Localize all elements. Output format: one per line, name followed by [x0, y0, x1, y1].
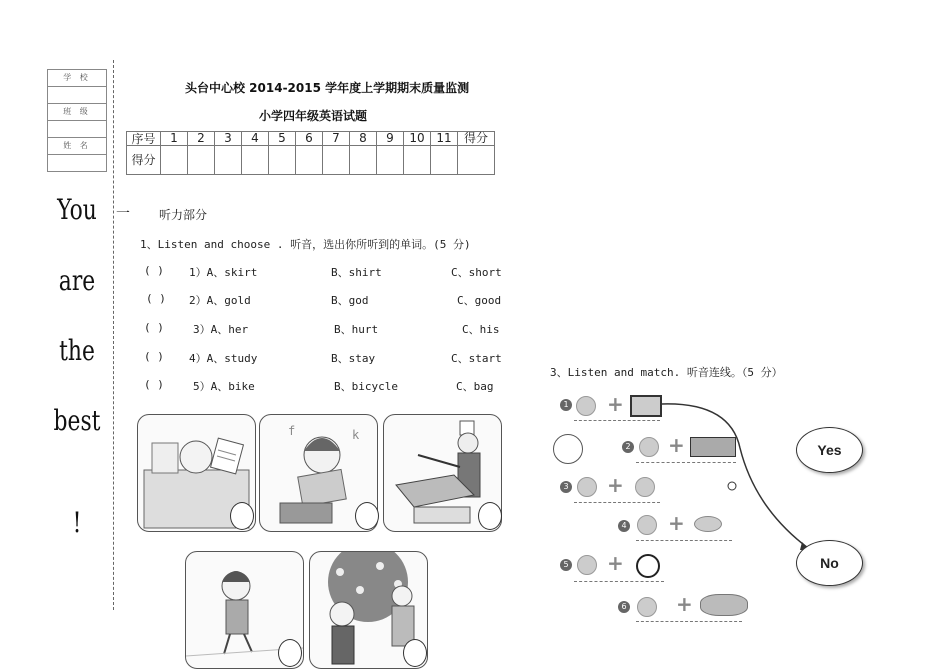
score-cell[interactable]	[242, 146, 269, 175]
score-col: 8	[350, 132, 377, 146]
picnic-icon	[700, 594, 748, 616]
match-number: 1	[560, 399, 572, 411]
score-cell[interactable]	[296, 146, 323, 175]
score-col-total: 得分	[458, 132, 495, 146]
option-a: 1）A、skirt	[189, 266, 258, 279]
football-icon	[636, 554, 660, 578]
option-a: 2）A、gold	[189, 294, 251, 307]
person-icon	[577, 477, 597, 497]
score-cell[interactable]	[323, 146, 350, 175]
plus-icon: +	[607, 551, 624, 575]
score-cell[interactable]	[431, 146, 458, 175]
option-a: 4）A、study	[189, 352, 258, 365]
score-cell[interactable]	[404, 146, 431, 175]
flower-icon	[637, 515, 657, 535]
score-col: 7	[323, 132, 350, 146]
score-col: 11	[431, 132, 458, 146]
score-cell[interactable]	[458, 146, 495, 175]
match-number: 3	[560, 481, 572, 493]
answer-paren[interactable]: ( )	[144, 264, 164, 277]
score-col: 10	[404, 132, 431, 146]
no-bubble[interactable]: No	[796, 540, 863, 586]
info-class: 班 级	[48, 104, 106, 121]
dotted-line	[636, 462, 736, 463]
match-number: 5	[560, 559, 572, 571]
plus-icon: +	[607, 473, 624, 497]
plus-icon: +	[668, 511, 685, 535]
page-title: 头台中心校 2014-2015 学年度上学期期末质量监测	[185, 81, 470, 95]
info-name: 姓 名	[48, 138, 106, 155]
score-row-head: 得分	[127, 146, 161, 175]
stove-icon	[690, 437, 736, 457]
score-col: 1	[161, 132, 188, 146]
q3-title: 3、Listen and match. 听音连线。（5 分）	[550, 366, 783, 379]
picture-answer-circle[interactable]	[403, 639, 427, 667]
person-icon	[577, 555, 597, 575]
dotted-line	[574, 420, 660, 421]
person-icon	[639, 437, 659, 457]
dotted-line	[574, 502, 660, 503]
score-cell[interactable]	[377, 146, 404, 175]
page-subtitle: 小学四年级英语试题	[259, 109, 368, 123]
picture-answer-circle[interactable]	[230, 502, 254, 530]
match-number: 2	[622, 441, 634, 453]
option-c: C、bag	[456, 380, 494, 393]
answer-paren[interactable]: ( )	[146, 292, 166, 305]
option-c: C、short	[451, 266, 502, 279]
section-dash: 一	[116, 206, 130, 222]
motto-word: You	[57, 193, 97, 226]
dotted-line	[636, 621, 742, 622]
score-col: 2	[188, 132, 215, 146]
student-info-box	[47, 69, 107, 172]
picture-answer-circle[interactable]	[278, 639, 302, 667]
option-a: 5）A、bike	[193, 380, 255, 393]
svg-text:k: k	[352, 428, 360, 442]
match-number: 6	[618, 601, 630, 613]
score-col: 5	[269, 132, 296, 146]
info-blank[interactable]	[48, 155, 106, 171]
q1-title: 1、Listen and choose . 听音，选出你所听到的单词。(5 分)	[140, 238, 471, 251]
option-b: B、god	[331, 294, 369, 307]
score-col: 9	[377, 132, 404, 146]
info-blank[interactable]	[48, 121, 106, 138]
binding-margin-line	[113, 60, 114, 610]
score-col: 3	[215, 132, 242, 146]
yes-bubble[interactable]: Yes	[796, 427, 863, 473]
option-c: C、start	[451, 352, 502, 365]
option-b: B、stay	[331, 352, 376, 365]
person-icon	[576, 396, 596, 416]
answer-paren[interactable]: ( )	[144, 378, 164, 391]
svg-text:f: f	[288, 424, 296, 438]
score-cell[interactable]	[269, 146, 296, 175]
option-c: C、his	[462, 323, 500, 336]
group-icon	[637, 597, 657, 617]
thinking-girl-icon	[553, 434, 583, 464]
option-a: 3）A、her	[193, 323, 249, 336]
picture-answer-circle[interactable]	[478, 502, 502, 530]
score-col: 4	[242, 132, 269, 146]
score-table	[126, 131, 495, 175]
info-blank[interactable]	[48, 87, 106, 104]
option-b: B、shirt	[331, 266, 382, 279]
plus-icon: +	[668, 433, 685, 457]
score-col: 6	[296, 132, 323, 146]
motto-word: !	[72, 506, 82, 539]
section-label: 听力部分	[159, 208, 208, 222]
match-number: 4	[618, 520, 630, 532]
option-b: B、bicycle	[334, 380, 398, 393]
score-cell[interactable]	[188, 146, 215, 175]
dotted-line	[636, 540, 732, 541]
tablet-icon	[630, 395, 662, 417]
option-c: C、good	[457, 294, 502, 307]
option-b: B、hurt	[334, 323, 379, 336]
answer-paren[interactable]: ( )	[144, 350, 164, 363]
motto-word: best	[53, 404, 101, 437]
dotted-line	[574, 581, 664, 582]
info-school: 学 校	[48, 70, 106, 87]
plus-icon: +	[676, 592, 693, 616]
picture-answer-circle[interactable]	[355, 502, 379, 530]
plus-icon: +	[607, 392, 624, 416]
score-cell[interactable]	[215, 146, 242, 175]
bird-icon	[694, 516, 722, 532]
motto-word: are	[58, 264, 96, 297]
answer-paren[interactable]: ( )	[144, 321, 164, 334]
score-row-head: 序号	[127, 132, 161, 146]
score-cell[interactable]	[161, 146, 188, 175]
child-icon	[635, 477, 655, 497]
score-cell[interactable]	[350, 146, 377, 175]
motto-word: the	[59, 334, 95, 367]
